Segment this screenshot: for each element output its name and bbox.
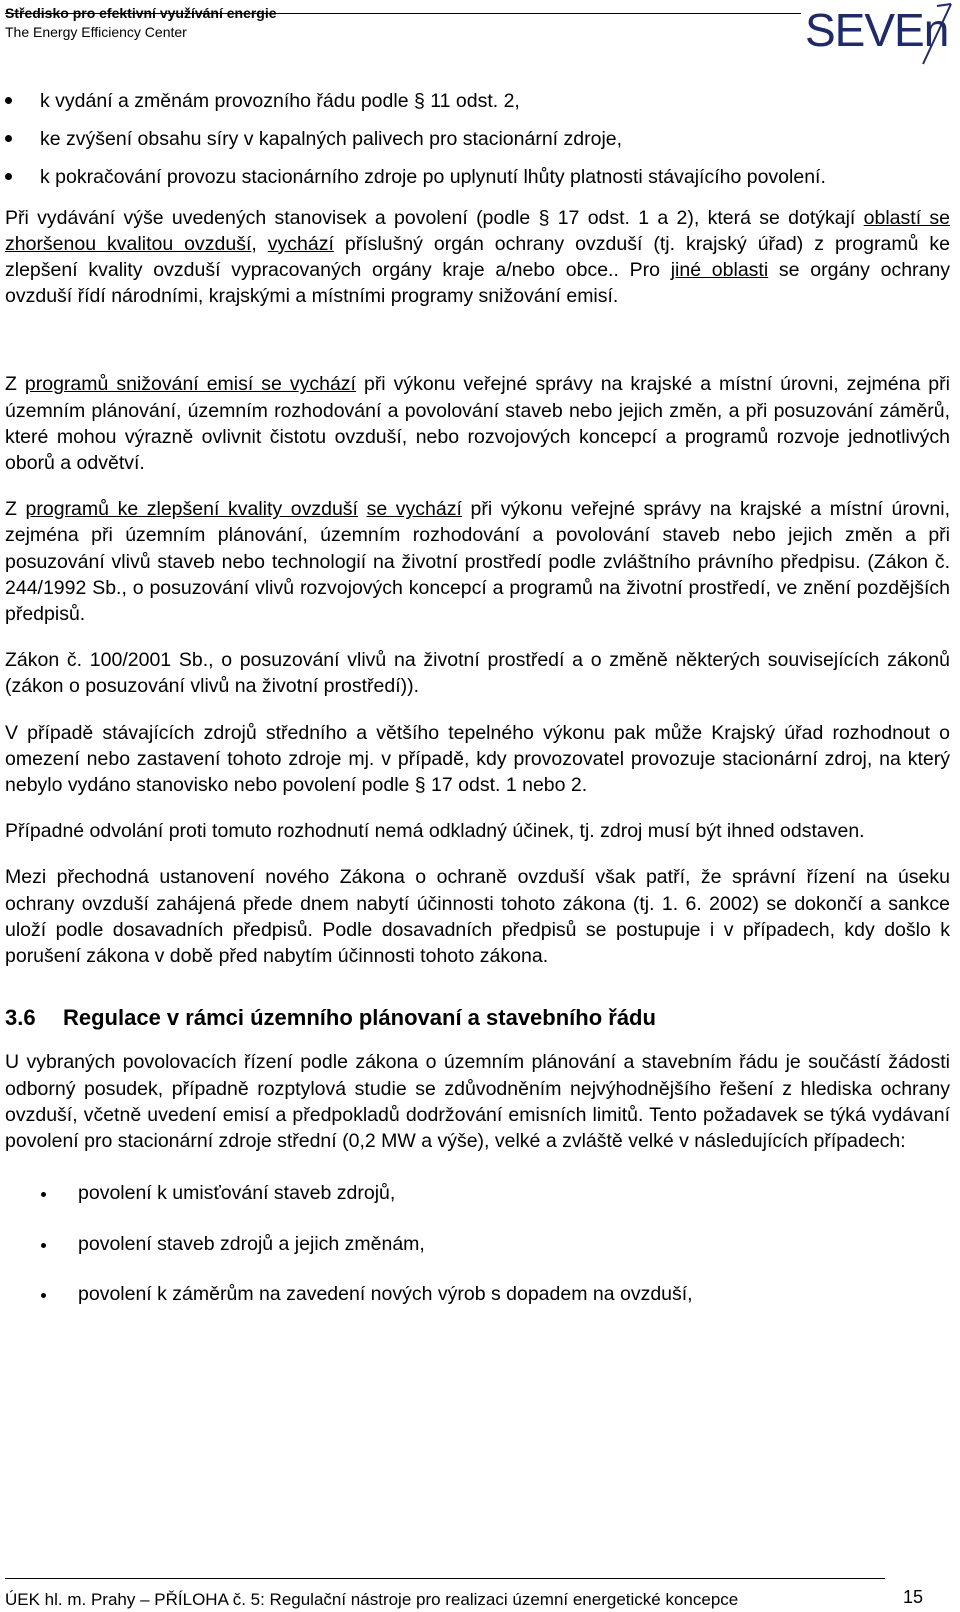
seven-logo-text: SEVEn bbox=[805, 4, 949, 56]
footer-rule bbox=[5, 1578, 885, 1579]
page-footer bbox=[5, 1578, 955, 1612]
org-name-en: The Energy Efficiency Center bbox=[5, 24, 187, 40]
section-title: Regulace v rámci územního plánovaní a stavebního řádu bbox=[63, 1005, 656, 1031]
paragraph: V případě stávajících zdrojů středního a většího tepelného výkonu pak může Krajský úřad rozhodnout o omezení nebo zastavení tohoto zdroje mj. v případě, kdy provozovatel provozuje stacionární zdroj, na který nebylo vydáno stanovisko nebo povolení podle § 17 odst. 1 nebo 2. bbox=[5, 721, 950, 797]
paragraph: U vybraných povolovacích řízení podle zákona o územním plánování a stavebním řádu je součástí žádosti odborný posudek, případně rozptylová studie se zdůvodněním nejvýhodnějšího řešení z hlediska ochrany ovzduší, včetně uvedení emisí a předpokladů dodržování emisních limitů. Tento požadavek se týká vydávaní povolení pro stacionární zdroje střední (0,2 MW a výše), velké a zvláště velké v následujících případech: bbox=[5, 1051, 950, 1153]
list-item: povolení staveb zdrojů a jejich změnám, bbox=[5, 1231, 950, 1257]
section-number: 3.6 bbox=[5, 1005, 36, 1031]
page-number: 15 bbox=[903, 1587, 924, 1607]
org-name-cz: Středisko pro efektivní využívání energie bbox=[5, 5, 277, 21]
page-header bbox=[5, 4, 955, 70]
paragraph: Z programů ke zlepšení kvality ovzduší se vychází při výkonu veřejné správy na krajské a místní úrovni, zejména při územním plánování, územním rozhodování a povolování staveb nebo jejich změn a při posuzování vlivů staveb nebo technologií na životní prostředí podle zvláštního právního předpisu. (Zákon č. 244/1992 Sb., o posuzování vlivů rozvojových koncepcí a programů na životní prostředí, ve znění pozdějších předpisů. bbox=[5, 498, 951, 626]
footer-text: ÚEK hl. m. Prahy – PŘÍLOHA č. 5: Regulační nástroje pro realizaci územní energetické koncepce bbox=[5, 1590, 739, 1609]
paragraph: Z programů snižování emisí se vychází při výkonu veřejné správy na krajské a místní úrovni, zejména při územním plánování, územním rozhodování a povolování staveb nebo jejich změn, a při posuzování záměrů, které mohou výrazně ovlivnit čistotu ovzduší, nebo rozvojových koncepcí a programů rozvoje jednotlivých oborů a odvětví. bbox=[5, 373, 950, 475]
list-item: k vydání a změnám provozního řádu podle § 11 odst. 2, bbox=[5, 88, 950, 114]
list-item: ke zvýšení obsahu síry v kapalných palivech pro stacionární zdroje, bbox=[5, 126, 950, 152]
list-item: povolení k umisťování staveb zdrojů, bbox=[5, 1180, 950, 1206]
paragraph: Mezi přechodná ustanovení nového Zákona o ochraně ovzduší však patří, že správní řízení na úseku ochrany ovzduší zahájená přede dnem nabytí účinnosti tohoto zákona (tj. 1. 6. 2002) se dokončí a sankce uloží podle dosavadních předpisů. Podle dosavadních předpisů se postupuje i v případech, kdy došlo k porušení zákona v době před nabytím účinnosti tohoto zákona. bbox=[5, 866, 950, 968]
header-rule bbox=[5, 13, 801, 14]
paragraph: Zákon č. 100/2001 Sb., o posuzování vlivů na životní prostředí a o změně některých souvisejících zákonů (zákon o posuzování vlivů na životní prostředí)). bbox=[5, 649, 950, 698]
paragraph: Případné odvolání proti tomuto rozhodnutí nemá odkladný účinek, tj. zdroj musí být ihned odstaven. bbox=[5, 820, 865, 843]
document-body bbox=[5, 88, 950, 1331]
bullet-list-2 bbox=[5, 1180, 950, 1307]
bullet-list-1 bbox=[5, 88, 950, 191]
seven-logo bbox=[805, 2, 955, 70]
list-item: k pokračování provozu stacionárního zdroje po uplynutí lhůty platnosti stávajícího povolení. bbox=[5, 164, 950, 190]
list-item: povolení k záměrům na zavedení nových výrob s dopadem na ovzduší, bbox=[5, 1281, 950, 1307]
paragraph: Při vydávání výše uvedených stanovisek a povolení (podle § 17 odst. 1 a 2), která se dotýkají oblastí se zhoršenou kvalitou ovzduší, vychází příslušný orgán ochrany ovzduší (tj. krajský úřad) z programů ke zlepšení kvality ovzduší vypracovaných orgány kraje a/nebo obce.. Pro jiné oblasti se orgány ochrany ovzduší řídí národními, krajskými a místními programy snižování emisí. bbox=[5, 206, 951, 308]
section-heading bbox=[5, 1005, 950, 1031]
